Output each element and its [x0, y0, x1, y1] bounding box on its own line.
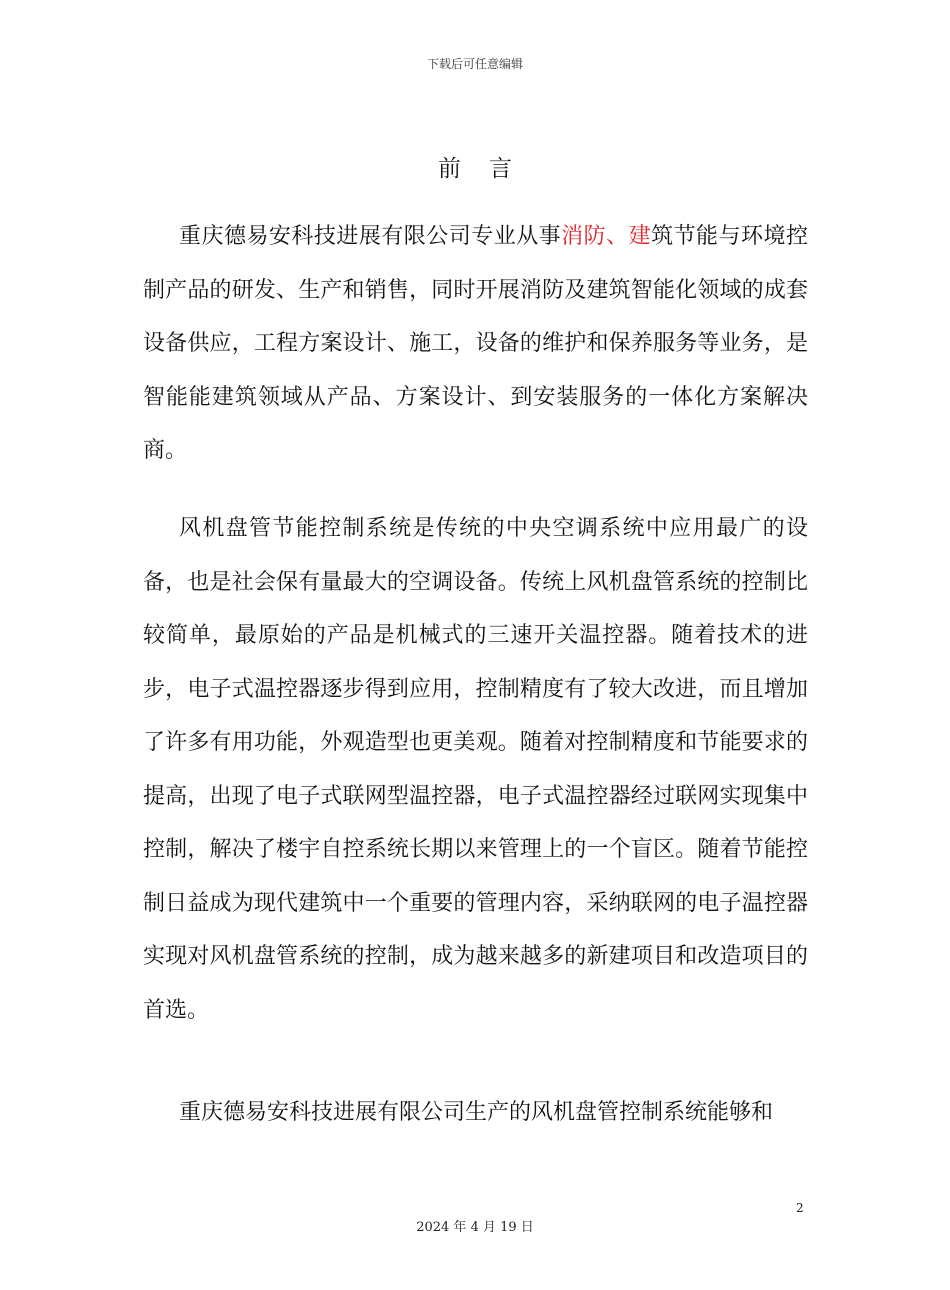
- paragraph-1-text-end: 筑节能与环境控制产品的研发、生产和销售，同时开展消防及建筑智能化领域的成套设备供应，工程方案设计、施工，设备的维护和保养服务等业务，是智能能建筑领域从产品、方案设计、到安装服务的一体化方案解决商。: [143, 224, 808, 463]
- document-title: 前言: [438, 156, 540, 182]
- paragraph-2-text: 风机盘管节能控制系统是传统的中央空调系统中应用最广的设备，也是社会保有量最大的空调设备。传统上风机盘管系统的控制比较简单，最原始的产品是机械式的三速开关温控器。随着技术的进步，电子式温控器逐步得到应用，控制精度有了较大改进，而且增加了许多有用功能，外观造型也更美观。随着对控制精度和节能要求的提高，出现了电子式联网型温控器，电子式温控器经过联网实现集中控制，解决了楼宇自控系统长期以来管理上的一个盲区。随着节能控制日益成为现代建筑中一个重要的管理内容，采纳联网的电子温控器实现对风机盘管系统的控制，成为越来越多的新建项目和改造项目的首选。: [143, 516, 808, 1023]
- paragraph-2: [143, 502, 808, 1037]
- paragraph-1-highlight: 消防、建: [561, 224, 652, 249]
- page-header: 下载后可任意编辑: [426, 57, 523, 71]
- page-number: 2: [796, 1201, 804, 1215]
- paragraph-1-text-start: 重庆德易安科技进展有限公司专业从事: [179, 224, 562, 249]
- paragraph-3-text: 重庆德易安科技进展有限公司生产的风机盘管控制系统能够和: [179, 1100, 774, 1125]
- paragraph-1: [143, 210, 808, 478]
- footer-date: 2024 年 4 月 19 日: [416, 1220, 534, 1235]
- paragraph-3: [143, 1086, 808, 1140]
